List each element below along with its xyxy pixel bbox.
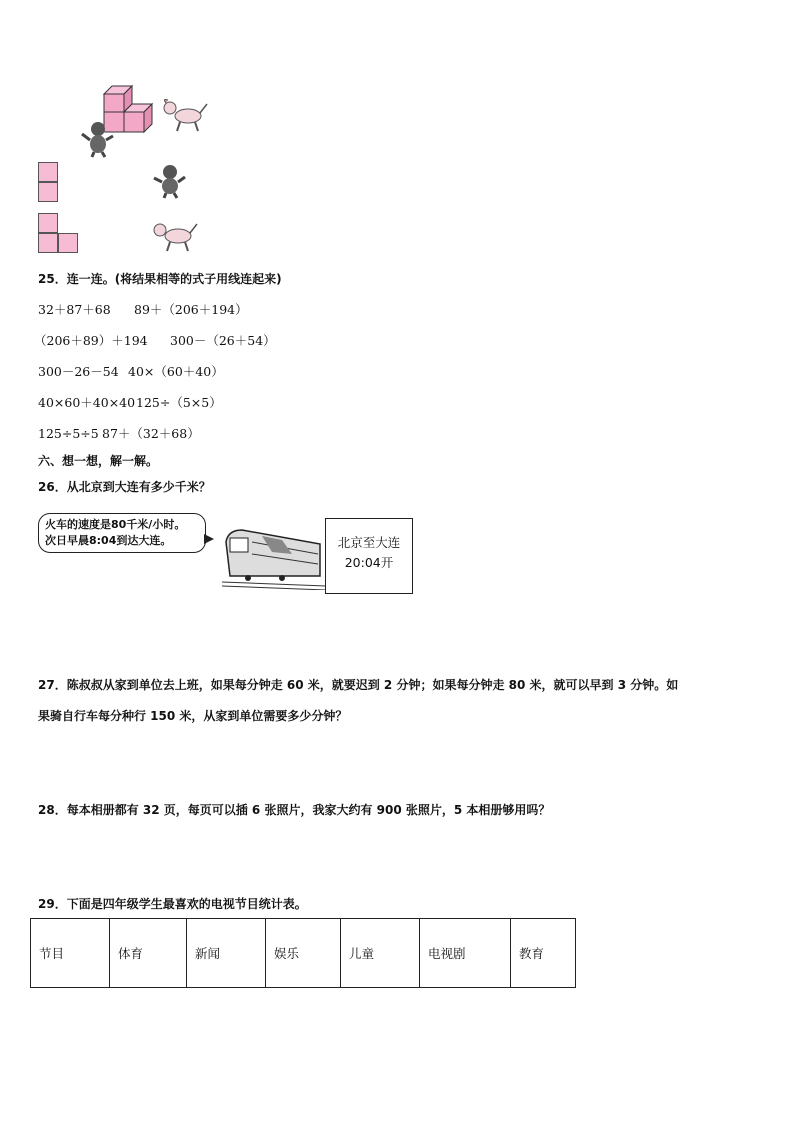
monkey-icon bbox=[152, 163, 188, 203]
bubble-line-2: 次日早晨8:04到达大连。 bbox=[45, 534, 172, 547]
table-cell: 体育 bbox=[110, 919, 187, 988]
q25-left-expr-3[interactable]: 300－26－54 bbox=[38, 364, 119, 379]
q25-title: 25．连一连。(将结果相等的式子用线连起来) bbox=[38, 272, 282, 286]
q27-line-2: 果骑自行车每分种行 150 米，从家到单位需要多少分钟？ bbox=[38, 709, 348, 723]
speech-bubble bbox=[38, 513, 206, 553]
sign-route: 北京至大连 bbox=[337, 535, 401, 550]
table-cell-header: 节目 bbox=[31, 919, 110, 988]
q25-right-expr-4[interactable]: 125÷（5×5） bbox=[136, 395, 222, 410]
section6-title: 六、想一想，解一解。 bbox=[38, 454, 159, 468]
q27-line-1: 27．陈叔叔从家到单位去上班，如果每分钟走 60 米，就要迟到 2 分钟；如果每分钟走 80 米，就可以早到 3 分钟。如 bbox=[38, 678, 679, 692]
dog-icon bbox=[160, 98, 210, 138]
view-l-shape bbox=[38, 213, 82, 255]
q25-left-expr-5[interactable]: 125÷5÷5 bbox=[38, 426, 99, 441]
dog-icon bbox=[150, 218, 200, 258]
table-cell: 电视剧 bbox=[420, 919, 511, 988]
q29-title: 29．下面是四年级学生最喜欢的电视节目统计表。 bbox=[38, 897, 307, 911]
tv-program-table bbox=[30, 918, 576, 988]
table-cell: 娱乐 bbox=[266, 919, 341, 988]
monkey-icon bbox=[80, 120, 116, 162]
q25-right-expr-5[interactable]: 87＋（32＋68） bbox=[102, 426, 200, 441]
sign-time: 20:04开 bbox=[344, 555, 394, 570]
q26-title: 26．从北京到大连有多少千米？ bbox=[38, 480, 211, 494]
departure-sign bbox=[325, 518, 413, 594]
q25-right-expr-1[interactable]: 89＋（206＋194） bbox=[134, 302, 248, 317]
table-cell: 新闻 bbox=[187, 919, 266, 988]
q25-left-expr-4[interactable]: 40×60＋40×40 bbox=[38, 395, 136, 410]
table-cell: 教育 bbox=[511, 919, 576, 988]
q25-right-expr-2[interactable]: 300－（26＋54） bbox=[170, 333, 276, 348]
view-vertical-squares bbox=[38, 162, 60, 204]
table-row bbox=[31, 919, 576, 988]
bubble-line-1: 火车的速度是80千米/小时。 bbox=[45, 518, 186, 531]
train-icon bbox=[222, 524, 326, 594]
q28-text: 28．每本相册都有 32 页，每页可以插 6 张照片，我家大约有 900 张照片，5 本相册够用吗？ bbox=[38, 803, 551, 817]
table-cell: 儿童 bbox=[341, 919, 420, 988]
q25-right-expr-3[interactable]: 40×（60＋40） bbox=[128, 364, 224, 379]
q25-left-expr-2[interactable]: （206＋89）＋194 bbox=[34, 333, 148, 348]
q25-left-expr-1[interactable]: 32＋87＋68 bbox=[38, 302, 111, 317]
